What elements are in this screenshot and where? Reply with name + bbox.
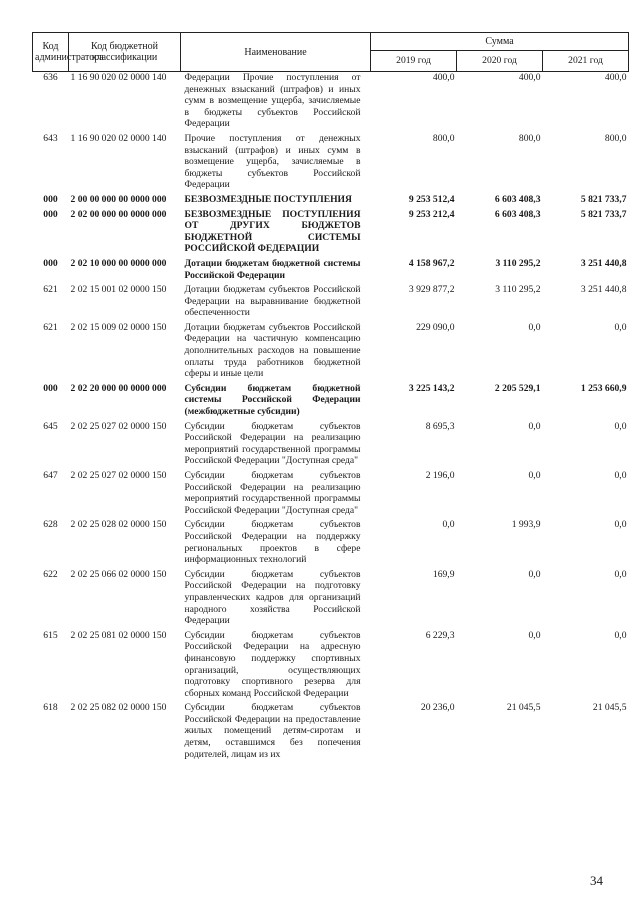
- table-row: [33, 383, 629, 421]
- sum-2021-cell: 0,0: [614, 519, 627, 531]
- item-name-cell: БЕЗВОЗМЕЗДНЫЕ ПОСТУПЛЕНИЯ: [184, 193, 352, 205]
- sum-2021-cell: 0,0: [614, 629, 627, 641]
- sum-2020-cell: 6 603 408,3: [494, 193, 541, 205]
- sum-2020-cell: 21 045,5: [506, 702, 541, 714]
- sum-2019-cell: 400,0: [432, 72, 455, 83]
- table-header: [33, 33, 629, 72]
- sum-2021-cell: 5 821 733,7: [580, 193, 627, 205]
- item-name-cell: БЕЗВОЗМЕЗДНЫЕ ПОСТУПЛЕНИЯ ОТ ДРУГИХ БЮДЖЕТОВ БЮДЖЕТНОЙ СИСТЕМЫ РОССИЙСКОЙ ФЕДЕРАЦИИ: [184, 208, 361, 255]
- sum-2019-cell: 4 158 967,2: [408, 257, 455, 269]
- item-name-cell: Прочие поступления от денежных взысканий (штрафов) и иных сумм в возмещение ущерба, зачисляемые в бюджеты субъектов Российской Федерации: [184, 132, 361, 191]
- budget-revenue-table-page: [32, 32, 628, 763]
- table-row: [33, 421, 629, 470]
- sum-2020-cell: 0,0: [528, 321, 541, 333]
- sum-2021-cell: 0,0: [614, 470, 627, 481]
- sum-2021-cell: 1 253 660,9: [580, 382, 627, 394]
- admin-code-cell: 000: [43, 257, 58, 269]
- budget-code-cell: 2 02 25 082 02 0000 150: [70, 702, 167, 714]
- sum-2019-cell: 3 929 877,2: [408, 284, 455, 296]
- table-body: [33, 72, 629, 764]
- item-name-cell: Субсидии бюджетам субъектов Российской Федерации на поддержку региональных проектов в сфере информационных технологий: [184, 519, 361, 566]
- sum-2019-cell: 6 229,3: [425, 629, 455, 641]
- budget-code-cell: 2 02 10 000 00 0000 000: [70, 257, 167, 269]
- admin-code-cell: 621: [43, 284, 58, 296]
- budget-code-cell: 2 02 25 027 02 0000 150: [70, 420, 167, 432]
- sum-2019-cell: 800,0: [432, 132, 455, 144]
- sum-2019-cell: 169,9: [432, 568, 455, 580]
- sum-2019-cell: 8 695,3: [425, 420, 455, 432]
- budget-code-cell: 2 00 00 000 00 0000 000: [70, 193, 167, 205]
- table-row: [33, 194, 629, 209]
- sum-2020-cell: 0,0: [528, 420, 541, 432]
- admin-code-cell: 615: [43, 629, 58, 641]
- budget-code-cell: 2 02 25 027 02 0000 150: [70, 470, 167, 481]
- admin-code-cell: 000: [43, 193, 58, 205]
- header-year-2020: 2020 год: [457, 51, 543, 72]
- sum-2021-cell: 0,0: [614, 568, 627, 580]
- budget-code-cell: 2 02 25 028 02 0000 150: [70, 519, 167, 531]
- budget-code-cell: 2 02 15 001 02 0000 150: [70, 284, 167, 296]
- table-row: [33, 258, 629, 284]
- sum-2021-cell: 800,0: [604, 132, 627, 144]
- admin-code-cell: 643: [43, 132, 58, 144]
- sum-2021-cell: 0,0: [614, 420, 627, 432]
- header-admin-code: Код администратора: [33, 33, 69, 72]
- item-name-cell: Субсидии бюджетам субъектов Российской Федерации на предоставление жилых помещений детям-сиротам и детям, оставшимся без попечения родителей, лицам из их: [184, 702, 361, 760]
- admin-code-cell: 621: [43, 321, 58, 333]
- item-name-cell: Субсидии бюджетам субъектов Российской Федерации на реализацию мероприятий государственной программы Российской Федерации "Доступная среда": [184, 420, 361, 467]
- table-row: [33, 519, 629, 568]
- item-name-cell: Федерации Прочие поступления от денежных взысканий (штрафов) и иных сумм в возмещение ущерба, зачисляемые в бюджеты субъектов Российской Федерации: [184, 72, 361, 130]
- sum-2020-cell: 2 205 529,1: [494, 382, 541, 394]
- item-name-cell: Дотации бюджетам субъектов Российской Федерации на частичную компенсацию дополнительных расходов на повышение оплаты труда работников бюджетной сферы и иные цели: [184, 321, 361, 380]
- sum-2019-cell: 2 196,0: [425, 470, 455, 481]
- sum-2019-cell: 9 253 212,4: [408, 208, 455, 220]
- sum-2020-cell: 3 110 295,2: [495, 257, 541, 269]
- item-name-cell: Дотации бюджетам субъектов Российской Федерации на выравнивание бюджетной обеспеченности: [184, 284, 361, 319]
- item-name-cell: Субсидии бюджетам субъектов Российской Федерации на подготовку управленческих кадров для организаций народного хозяйства Российской Федерации: [184, 568, 361, 627]
- table-row: [33, 470, 629, 519]
- budget-code-cell: 1 16 90 020 02 0000 140: [70, 72, 167, 83]
- table-row: [33, 630, 629, 703]
- sum-2020-cell: 0,0: [528, 470, 541, 481]
- table-row: [33, 702, 629, 763]
- admin-code-cell: 645: [43, 420, 58, 432]
- budget-code-cell: 2 02 25 081 02 0000 150: [70, 629, 167, 641]
- sum-2021-cell: 5 821 733,7: [580, 208, 627, 220]
- header-name: Наименование: [181, 33, 371, 72]
- sum-2021-cell: 400,0: [604, 72, 627, 83]
- budget-revenue-table: [32, 32, 629, 763]
- admin-code-cell: 000: [43, 208, 58, 220]
- sum-2019-cell: 3 225 143,2: [408, 382, 455, 394]
- admin-code-cell: 618: [43, 702, 58, 714]
- budget-code-cell: 2 02 25 066 02 0000 150: [70, 568, 167, 580]
- budget-code-cell: 1 16 90 020 02 0000 140: [70, 132, 167, 144]
- budget-code-cell: 2 02 20 000 00 0000 000: [70, 382, 167, 394]
- budget-code-cell: 2 02 15 009 02 0000 150: [70, 321, 167, 333]
- table-row: [33, 284, 629, 322]
- item-name-cell: Субсидии бюджетам бюджетной системы Российской Федерации (межбюджетные субсидии): [184, 382, 361, 418]
- page-number: 34: [590, 873, 603, 888]
- admin-code-cell: 647: [43, 470, 58, 481]
- admin-code-cell: 636: [43, 72, 58, 83]
- admin-code-cell: 000: [43, 382, 58, 394]
- item-name-cell: Субсидии бюджетам субъектов Российской Федерации на адресную финансовую поддержку спортивных организаций, осуществляющих подготовку спортивного резерва для сборных команд Российской Федерации: [184, 629, 361, 699]
- table-row: [33, 133, 629, 194]
- header-year-2021: 2021 год: [543, 51, 629, 72]
- sum-2019-cell: 9 253 512,4: [408, 193, 455, 205]
- sum-2019-cell: 0,0: [442, 519, 455, 531]
- header-budget-code: Код бюджетной классификации: [69, 33, 181, 72]
- sum-2020-cell: 800,0: [518, 132, 541, 144]
- table-row: [33, 72, 629, 133]
- sum-2020-cell: 3 110 295,2: [495, 284, 541, 296]
- table-row: [33, 209, 629, 258]
- admin-code-cell: 622: [43, 568, 58, 580]
- header-year-2019: 2019 год: [371, 51, 457, 72]
- sum-2020-cell: 6 603 408,3: [494, 208, 541, 220]
- sum-2021-cell: 3 251 440,8: [580, 257, 627, 269]
- header-sum: Сумма: [371, 33, 629, 51]
- sum-2020-cell: 1 993,9: [511, 519, 541, 531]
- sum-2021-cell: 21 045,5: [592, 702, 627, 714]
- item-name-cell: Дотации бюджетам бюджетной системы Российской Федерации: [184, 257, 361, 281]
- sum-2020-cell: 0,0: [528, 568, 541, 580]
- sum-2021-cell: 3 251 440,8: [580, 284, 627, 296]
- admin-code-cell: 628: [43, 519, 58, 531]
- budget-code-cell: 2 02 00 000 00 0000 000: [70, 208, 167, 220]
- sum-2019-cell: 20 236,0: [420, 702, 455, 714]
- sum-2020-cell: 400,0: [518, 72, 541, 83]
- sum-2020-cell: 0,0: [528, 629, 541, 641]
- table-row: [33, 322, 629, 383]
- item-name-cell: Субсидии бюджетам субъектов Российской Федерации на реализацию мероприятий государственной программы Российской Федерации "Доступная среда": [184, 470, 361, 516]
- sum-2021-cell: 0,0: [614, 321, 627, 333]
- table-row: [33, 569, 629, 630]
- sum-2019-cell: 229 090,0: [416, 321, 455, 333]
